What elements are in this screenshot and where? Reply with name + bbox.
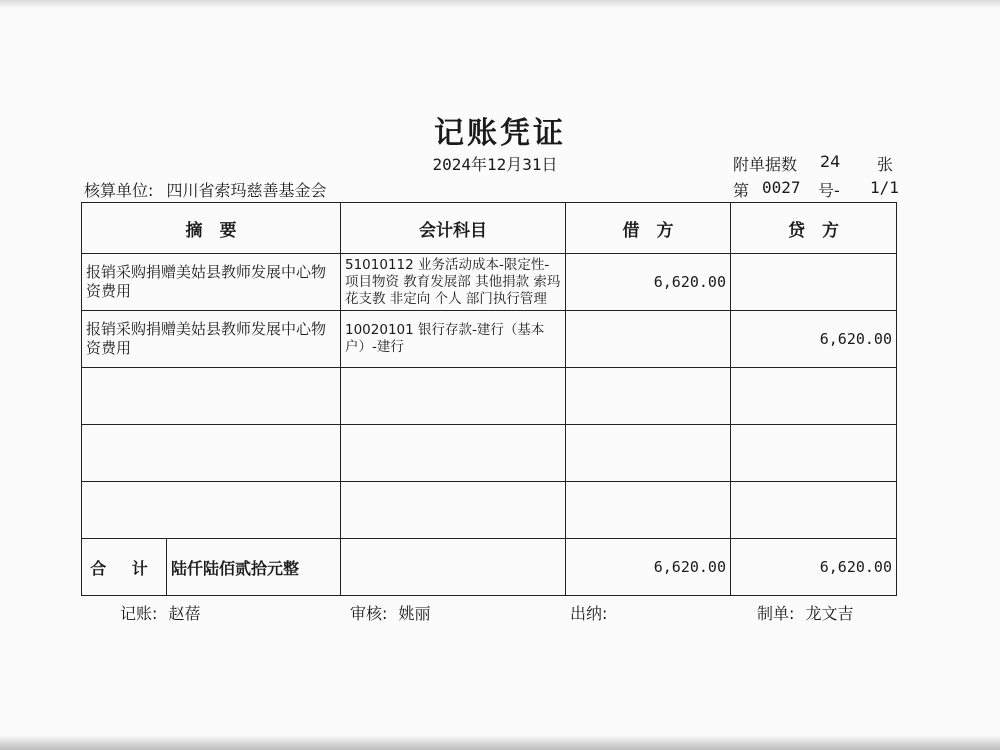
header-credit: 贷 方	[731, 203, 897, 254]
table-row-empty	[82, 368, 897, 425]
table-row	[82, 311, 897, 368]
table-row	[82, 254, 897, 311]
attachments-count: 24	[820, 152, 841, 171]
header-debit: 借 方	[566, 203, 731, 254]
total-row	[82, 539, 897, 596]
voucher-date: 2024年12月31日	[432, 155, 558, 174]
cashier	[570, 601, 613, 624]
total-credit: 6,620.00	[731, 539, 897, 596]
total-label: 合 计	[82, 539, 167, 595]
voucher-number-prefix: 第	[733, 181, 750, 200]
unit-label: 核算单位:	[84, 181, 154, 200]
total-summary-cell	[82, 539, 341, 596]
row-credit	[731, 254, 897, 311]
attachments-unit: 张	[877, 155, 894, 174]
reviewer-label: 审核:	[350, 604, 388, 623]
cashier-label: 出纳:	[570, 604, 608, 623]
row-account: 10020101 银行存款-建行（基本户）-建行	[341, 311, 566, 368]
table-row-empty	[82, 425, 897, 482]
preparer-name: 龙文吉	[805, 604, 854, 623]
header-account: 会计科目	[341, 203, 566, 254]
voucher-page: 1/1	[870, 178, 899, 197]
table-header	[82, 203, 897, 254]
total-account-cell	[341, 539, 566, 596]
reviewer	[350, 601, 431, 624]
row-summary: 报销采购捐赠美姑县教师发展中心物资费用	[82, 254, 341, 311]
row-account: 51010112 业务活动成本-限定性-项目物资 教育发展部 其他捐款 索玛花支教 非定向 个人 部门执行管理	[341, 254, 566, 311]
voucher-number: 0027	[762, 178, 801, 197]
bookkeeper-label: 记账:	[120, 604, 158, 623]
scan-edge-bottom	[0, 735, 1000, 750]
table-row-empty	[82, 482, 897, 539]
total-amount-in-words: 陆仟陆佰贰拾元整	[171, 558, 300, 578]
voucher-table	[81, 202, 897, 596]
total-debit: 6,620.00	[566, 539, 731, 596]
voucher-number-suffix: 号-	[818, 181, 840, 200]
attachments-label: 附单据数	[733, 155, 798, 174]
row-debit	[566, 311, 731, 368]
row-debit: 6,620.00	[566, 254, 731, 311]
scan-edge-top	[0, 0, 1000, 8]
row-credit: 6,620.00	[731, 311, 897, 368]
voucher-title: 记账凭证	[434, 116, 566, 151]
row-summary: 报销采购捐赠美姑县教师发展中心物资费用	[82, 311, 341, 368]
reviewer-name: 姚丽	[398, 604, 431, 623]
accounting-unit	[84, 178, 327, 201]
bookkeeper-name: 赵蓓	[168, 604, 201, 623]
header-summary: 摘 要	[82, 203, 341, 254]
preparer-label: 制单:	[757, 604, 795, 623]
unit-name: 四川省索玛慈善基金会	[166, 181, 327, 200]
preparer	[757, 601, 854, 624]
bookkeeper	[120, 601, 201, 624]
